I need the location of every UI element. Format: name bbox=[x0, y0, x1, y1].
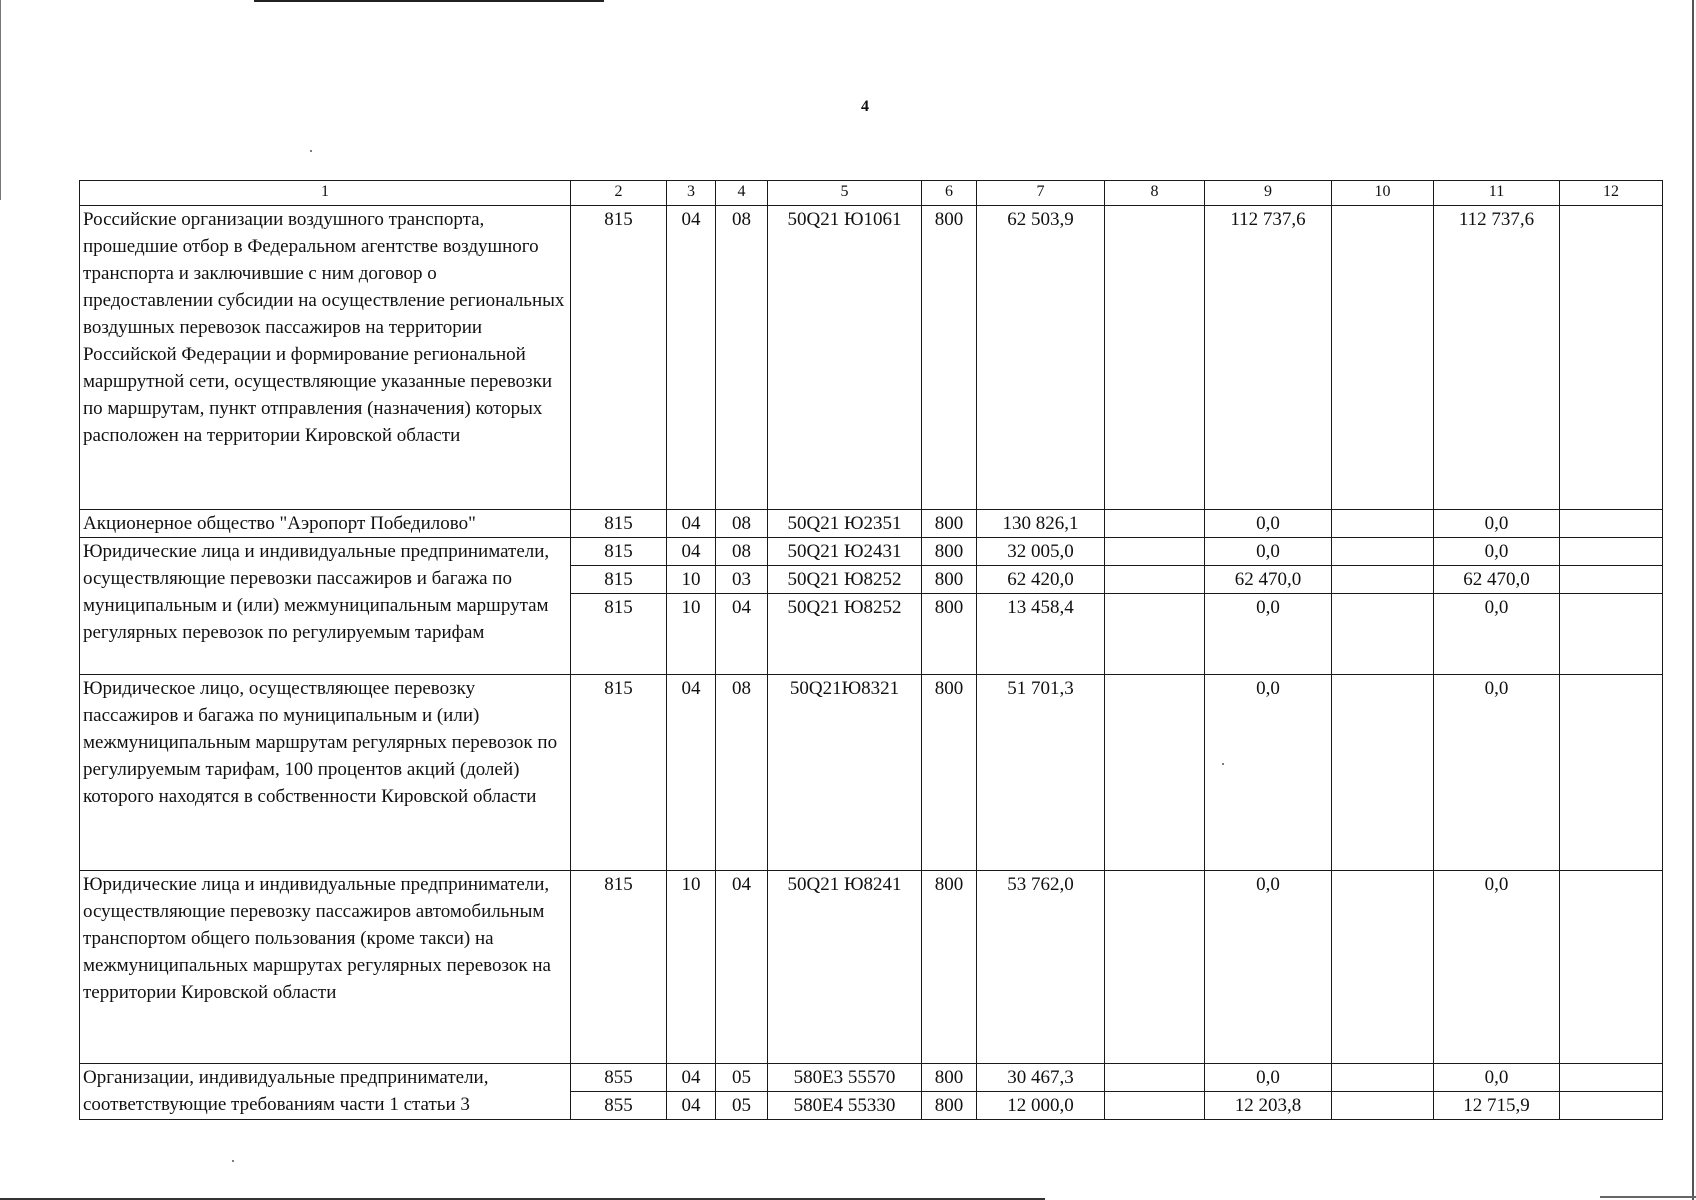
cell-expense-type: 800 bbox=[922, 510, 977, 538]
cell-amount-col11: 112 737,6 bbox=[1434, 206, 1560, 510]
header-cell: 5 bbox=[768, 181, 922, 206]
cell-amount-col12 bbox=[1560, 206, 1663, 510]
cell-expense-type: 800 bbox=[922, 675, 977, 871]
scan-artifact-bottom-right-line bbox=[1600, 1196, 1696, 1198]
cell-section: 10 bbox=[667, 566, 716, 594]
page-number: 4 bbox=[861, 98, 869, 115]
header-cell: 3 bbox=[667, 181, 716, 206]
cell-amount-col12 bbox=[1560, 510, 1663, 538]
header-cell: 12 bbox=[1560, 181, 1663, 206]
header-cell: 6 bbox=[922, 181, 977, 206]
table-row bbox=[80, 1064, 1663, 1092]
scan-artifact-right-edge bbox=[1692, 0, 1694, 1200]
cell-amount-col8 bbox=[1105, 594, 1205, 675]
cell-amount-col10 bbox=[1332, 1064, 1434, 1092]
cell-amount-col12 bbox=[1560, 1064, 1663, 1092]
scan-speck bbox=[310, 150, 312, 152]
cell-expense-type: 800 bbox=[922, 594, 977, 675]
cell-subsection: 05 bbox=[716, 1092, 768, 1120]
cell-subsection: 05 bbox=[716, 1064, 768, 1092]
cell-amount-col8 bbox=[1105, 871, 1205, 1064]
cell-amount-col11: 62 470,0 bbox=[1434, 566, 1560, 594]
cell-amount-col9: 12 203,8 bbox=[1205, 1092, 1332, 1120]
cell-amount-col9: 112 737,6 bbox=[1205, 206, 1332, 510]
cell-amount-col7: 13 458,4 bbox=[977, 594, 1105, 675]
cell-section: 04 bbox=[667, 1092, 716, 1120]
cell-section: 04 bbox=[667, 206, 716, 510]
cell-ministry-code: 815 bbox=[571, 510, 667, 538]
header-cell: 10 bbox=[1332, 181, 1434, 206]
cell-amount-col9: 62 470,0 bbox=[1205, 566, 1332, 594]
cell-expense-type: 800 bbox=[922, 566, 977, 594]
table-row bbox=[80, 871, 1663, 1064]
table-header-row bbox=[80, 181, 1663, 206]
cell-section: 04 bbox=[667, 510, 716, 538]
cell-ministry-code: 815 bbox=[571, 538, 667, 566]
cell-target-article: 50Q21 Ю2351 bbox=[768, 510, 922, 538]
cell-target-article: 50Q21 Ю8241 bbox=[768, 871, 922, 1064]
cell-amount-col11: 0,0 bbox=[1434, 871, 1560, 1064]
budget-table bbox=[79, 180, 1663, 1120]
header-cell: 1 bbox=[80, 181, 571, 206]
cell-ministry-code: 815 bbox=[571, 675, 667, 871]
cell-amount-col11: 0,0 bbox=[1434, 538, 1560, 566]
header-cell: 7 bbox=[977, 181, 1105, 206]
cell-subsection: 08 bbox=[716, 675, 768, 871]
header-cell: 2 bbox=[571, 181, 667, 206]
cell-amount-col10 bbox=[1332, 871, 1434, 1064]
header-cell: 11 bbox=[1434, 181, 1560, 206]
scan-speck bbox=[232, 1160, 234, 1162]
cell-amount-col10 bbox=[1332, 538, 1434, 566]
cell-ministry-code: 815 bbox=[571, 871, 667, 1064]
cell-amount-col7: 53 762,0 bbox=[977, 871, 1105, 1064]
cell-ministry-code: 855 bbox=[571, 1092, 667, 1120]
cell-ministry-code: 815 bbox=[571, 594, 667, 675]
cell-amount-col7: 12 000,0 bbox=[977, 1092, 1105, 1120]
cell-target-article: 580E4 55330 bbox=[768, 1092, 922, 1120]
recipient-description: Организации, индивидуальные предприниматели, соответствующие требованиям части 1 статьи 3 bbox=[80, 1064, 571, 1120]
cell-amount-col9: 0,0 bbox=[1205, 538, 1332, 566]
cell-amount-col7: 62 420,0 bbox=[977, 566, 1105, 594]
table-row bbox=[80, 675, 1663, 871]
cell-amount-col11: 0,0 bbox=[1434, 675, 1560, 871]
cell-target-article: 50Q21 Ю1061 bbox=[768, 206, 922, 510]
cell-amount-col12 bbox=[1560, 675, 1663, 871]
cell-subsection: 03 bbox=[716, 566, 768, 594]
recipient-description: Юридические лица и индивидуальные предприниматели, осуществляющие перевозки пассажиров и багажа по муниципальным и (или) межмуниципальным маршрутам регулярных перевозок по регулируемым тарифам bbox=[80, 538, 571, 675]
header-cell: 8 bbox=[1105, 181, 1205, 206]
cell-section: 10 bbox=[667, 594, 716, 675]
cell-subsection: 04 bbox=[716, 871, 768, 1064]
cell-target-article: 50Q21 Ю2431 bbox=[768, 538, 922, 566]
cell-amount-col8 bbox=[1105, 510, 1205, 538]
cell-subsection: 08 bbox=[716, 206, 768, 510]
table-row bbox=[80, 538, 1663, 566]
scan-artifact-top-line bbox=[254, 0, 604, 2]
cell-amount-col12 bbox=[1560, 566, 1663, 594]
cell-amount-col11: 0,0 bbox=[1434, 594, 1560, 675]
cell-amount-col12 bbox=[1560, 1092, 1663, 1120]
cell-amount-col9: 0,0 bbox=[1205, 594, 1332, 675]
cell-target-article: 50Q21 Ю8252 bbox=[768, 594, 922, 675]
cell-amount-col9: 0,0 bbox=[1205, 675, 1332, 871]
header-cell: 9 bbox=[1205, 181, 1332, 206]
cell-subsection: 08 bbox=[716, 538, 768, 566]
cell-amount-col10 bbox=[1332, 1092, 1434, 1120]
cell-expense-type: 800 bbox=[922, 206, 977, 510]
cell-amount-col10 bbox=[1332, 594, 1434, 675]
cell-amount-col10 bbox=[1332, 566, 1434, 594]
recipient-description: Юридические лица и индивидуальные предприниматели, осуществляющие перевозку пассажиров автомобильным транспортом общего пользования (кроме такси) на межмуниципальных маршрутах регулярных перевозок на территории Кировской области bbox=[80, 871, 571, 1064]
cell-ministry-code: 855 bbox=[571, 1064, 667, 1092]
cell-amount-col8 bbox=[1105, 538, 1205, 566]
cell-amount-col7: 130 826,1 bbox=[977, 510, 1105, 538]
cell-expense-type: 800 bbox=[922, 1092, 977, 1120]
cell-target-article: 50Q21 Ю8252 bbox=[768, 566, 922, 594]
cell-amount-col11: 0,0 bbox=[1434, 1064, 1560, 1092]
table-row bbox=[80, 206, 1663, 510]
cell-expense-type: 800 bbox=[922, 1064, 977, 1092]
cell-amount-col12 bbox=[1560, 594, 1663, 675]
cell-amount-col12 bbox=[1560, 538, 1663, 566]
cell-amount-col7: 51 701,3 bbox=[977, 675, 1105, 871]
cell-target-article: 50Q21Ю8321 bbox=[768, 675, 922, 871]
table-row bbox=[80, 510, 1663, 538]
cell-subsection: 08 bbox=[716, 510, 768, 538]
cell-amount-col10 bbox=[1332, 510, 1434, 538]
cell-amount-col7: 30 467,3 bbox=[977, 1064, 1105, 1092]
recipient-description: Акционерное общество "Аэропорт Победилово" bbox=[80, 510, 571, 538]
cell-expense-type: 800 bbox=[922, 871, 977, 1064]
cell-expense-type: 800 bbox=[922, 538, 977, 566]
cell-amount-col9: 0,0 bbox=[1205, 1064, 1332, 1092]
cell-amount-col9: 0,0 bbox=[1205, 510, 1332, 538]
recipient-description: Юридическое лицо, осуществляющее перевозку пассажиров и багажа по муниципальным и (или) межмуниципальным маршрутам регулярных перевозок по регулируемым тарифам, 100 процентов акций (долей) которого находятся в собственности Кировской области bbox=[80, 675, 571, 871]
cell-section: 04 bbox=[667, 1064, 716, 1092]
cell-section: 04 bbox=[667, 675, 716, 871]
cell-amount-col8 bbox=[1105, 675, 1205, 871]
cell-amount-col8 bbox=[1105, 1064, 1205, 1092]
cell-amount-col11: 0,0 bbox=[1434, 510, 1560, 538]
cell-amount-col7: 62 503,9 bbox=[977, 206, 1105, 510]
cell-amount-col8 bbox=[1105, 206, 1205, 510]
cell-amount-col10 bbox=[1332, 206, 1434, 510]
cell-amount-col9: 0,0 bbox=[1205, 871, 1332, 1064]
recipient-description: Российские организации воздушного транспорта, прошедшие отбор в Федеральном агентстве воздушного транспорта и заключившие с ним договор о предоставлении субсидии на осуществление региональных воздушных перевозок пассажиров на территории Российской Федерации и формирование региональной маршрутной сети, осуществляющие указанные перевозки по маршрутам, пункт отправления (назначения) которых расположен на территории Кировской области bbox=[80, 206, 571, 510]
cell-amount-col12 bbox=[1560, 871, 1663, 1064]
cell-amount-col11: 12 715,9 bbox=[1434, 1092, 1560, 1120]
cell-section: 04 bbox=[667, 538, 716, 566]
cell-amount-col10 bbox=[1332, 675, 1434, 871]
header-cell: 4 bbox=[716, 181, 768, 206]
cell-amount-col8 bbox=[1105, 566, 1205, 594]
cell-ministry-code: 815 bbox=[571, 566, 667, 594]
cell-target-article: 580E3 55570 bbox=[768, 1064, 922, 1092]
scan-artifact-left-edge bbox=[0, 0, 1, 200]
cell-amount-col7: 32 005,0 bbox=[977, 538, 1105, 566]
cell-subsection: 04 bbox=[716, 594, 768, 675]
cell-ministry-code: 815 bbox=[571, 206, 667, 510]
cell-amount-col8 bbox=[1105, 1092, 1205, 1120]
cell-section: 10 bbox=[667, 871, 716, 1064]
